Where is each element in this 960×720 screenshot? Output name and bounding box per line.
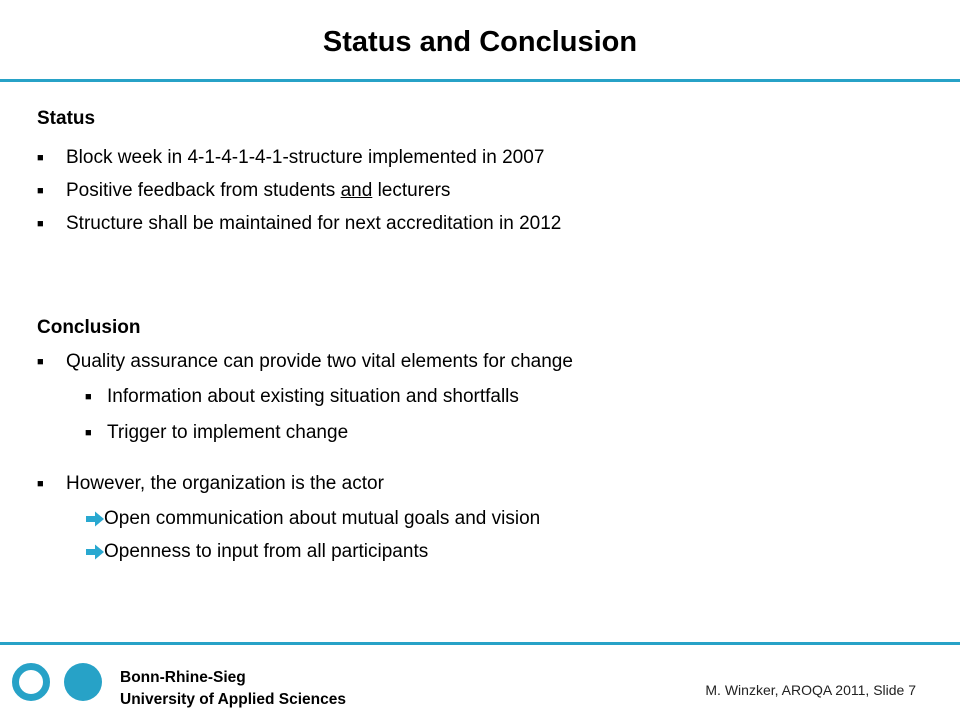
sub-list-item-text: Trigger to implement change: [107, 422, 349, 443]
square-bullet-icon: ■: [37, 152, 44, 164]
status-heading: Status: [37, 108, 96, 129]
list-item-text: However, the organization is the actor: [66, 473, 384, 494]
university-name-line1: Bonn-Rhine-Sieg: [120, 669, 246, 686]
university-name-line2: University of Applied Sciences: [120, 691, 346, 708]
list-item-text: Positive feedback from students and lecturers: [66, 180, 451, 201]
square-bullet-icon: ■: [37, 185, 44, 197]
list-item-text: Quality assurance can provide two vital elements for change: [66, 351, 573, 372]
slide-citation: M. Winzker, AROQA 2011, Slide 7: [705, 682, 916, 698]
arrow-right-icon: [85, 509, 105, 529]
list-item-text: Block week in 4-1-4-1-4-1-structure implemented in 2007: [66, 147, 545, 168]
square-bullet-icon: ■: [37, 478, 44, 490]
university-logo-ring: [12, 663, 50, 701]
square-bullet-icon: ■: [85, 427, 92, 439]
slide-title: Status and Conclusion: [322, 26, 638, 58]
sub-list-item-text: Information about existing situation and shortfalls: [107, 386, 519, 407]
conclusion-heading: Conclusion: [37, 317, 141, 338]
arrow-list-item-text: Open communication about mutual goals and vision: [104, 508, 541, 529]
footer-divider: [0, 642, 960, 645]
square-bullet-icon: ■: [37, 218, 44, 230]
arrow-right-icon: [85, 542, 105, 562]
square-bullet-icon: ■: [37, 356, 44, 368]
arrow-list-item-text: Openness to input from all participants: [104, 541, 429, 562]
underlined-and: and: [340, 180, 373, 201]
list-item-text: Structure shall be maintained for next accreditation in 2012: [66, 213, 562, 234]
square-bullet-icon: ■: [85, 391, 92, 403]
university-logo-dot: [64, 663, 102, 701]
title-divider: [0, 79, 960, 82]
